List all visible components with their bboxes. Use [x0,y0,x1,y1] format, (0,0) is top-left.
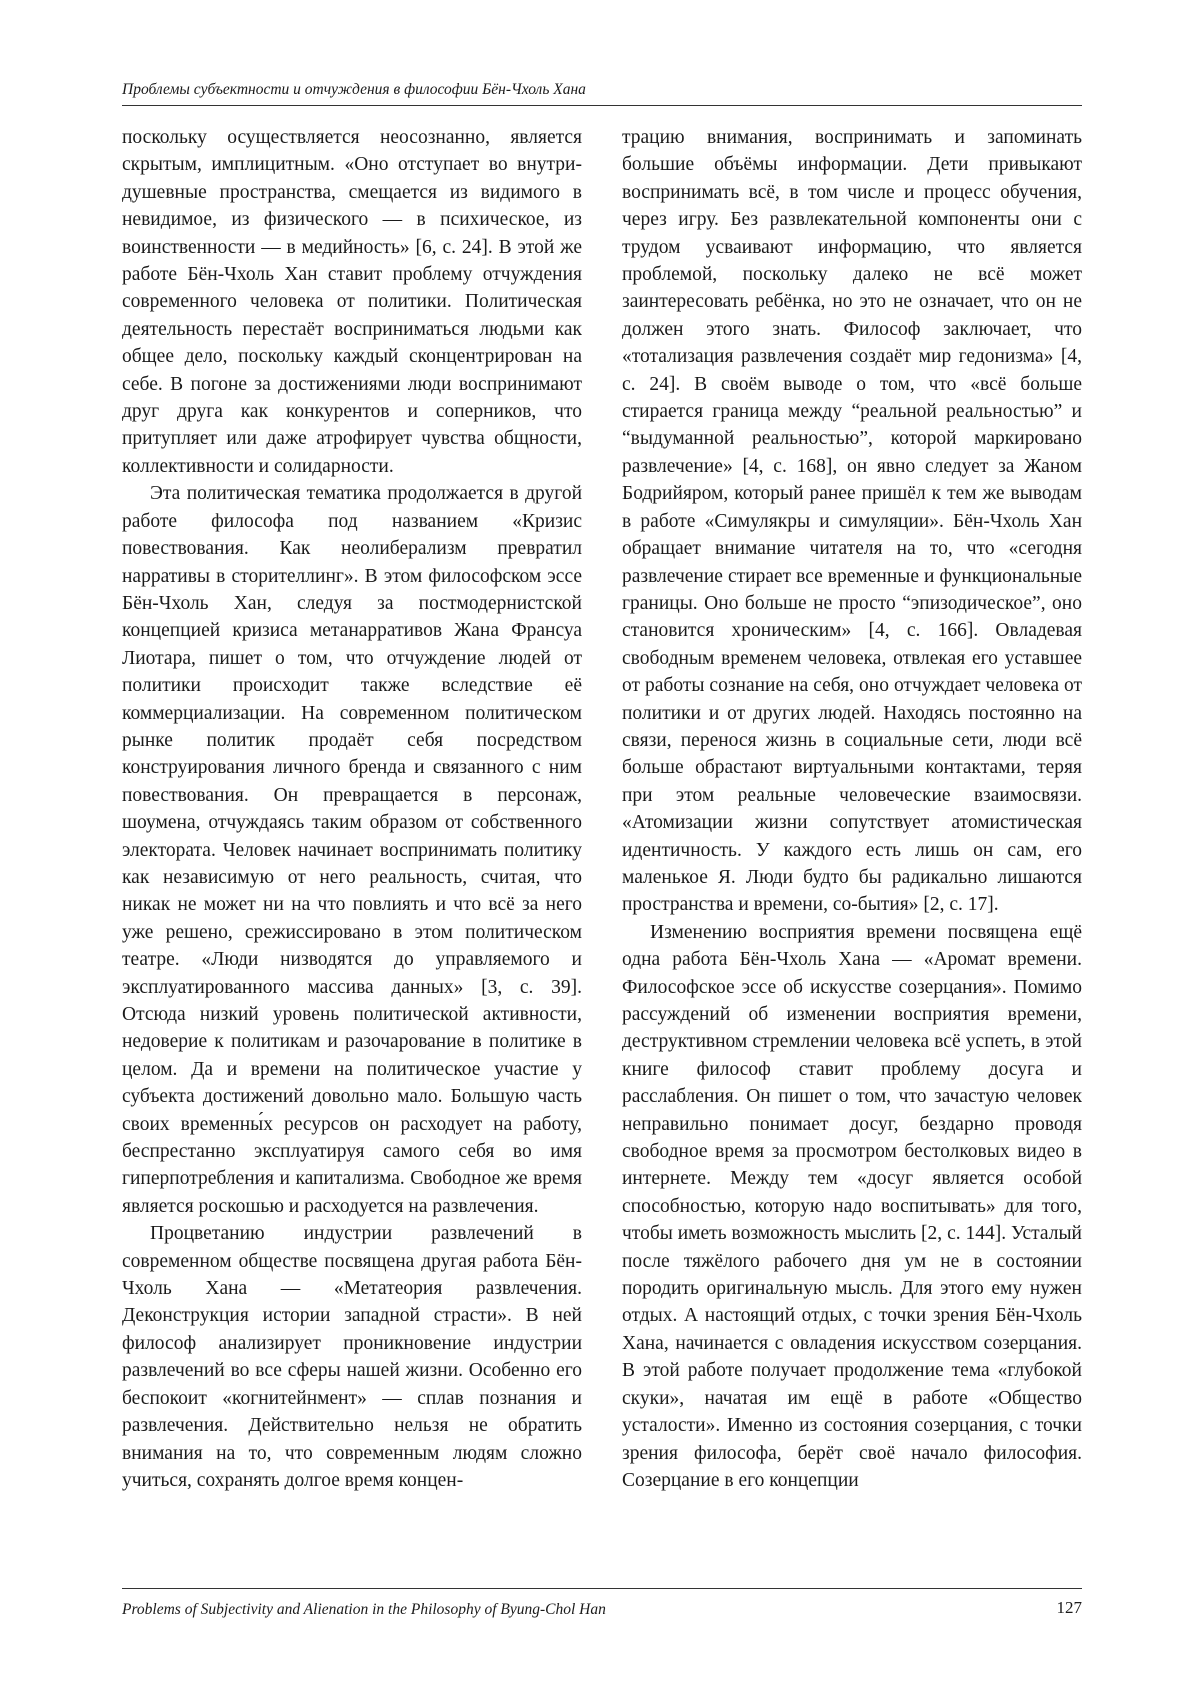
page-number: 127 [1056,1598,1082,1617]
footer-rule [122,1588,1082,1589]
header-rule [122,105,1082,106]
article-body [122,124,1082,1576]
paragraph: Процветанию индустрии развлечений в современном обществе посвящена другая работа Бён-Чхоль Хана — «Метатеория развлечения. Деконструкция истории западной страсти». В ней философ анализирует проникновение индустрии развлечений во все сферы нашей жизни. Особенно его беспокоит «когнитейнмент» — сплав познания и развлечения. Действительно нельзя не обратить внимания на то, что современным людям сложно учиться, сохранять долгое время концен- [122,1223,582,1491]
paragraph: Эта политическая тематика продолжается в другой работе философа под названием «Кризис повествования. Как неолиберализм превратил нарративы в сторителлинг». В этом философском эссе Бён-Чхоль Хан, следуя за постмодернистской концепцией кризиса метанарративов Жана Франсуа Лиотара, пишет о том, что отчуждение людей от политики происходит также вследствие её коммерциализации. На современном политическом рынке политик продаёт себя посредством конструирования личного бренда и связанного с ним повествования. Он превращается в персонаж, шоумена, отчуждаясь таким образом от собственного электората. Человек начинает воспринимать политику как независимую от него реальность, считая, что никак не может ни на что повлиять и что всё за него уже решено, срежиссировано в этом политическом театре. «Люди низводятся до управляемого и эксплуатированного массива данных» [3, с. 39]. Отсюда низкий уровень политической активности, недоверие к политикам и разочарование в политике в целом. Да и времени на политическое участие у субъекта достижений довольно мало. Большую часть своих временны́х ресурсов он расходует на работу, беспрестанно эксплуатируя самого себя во имя гиперпотребления и капитализма. Свободное же время является роскошью и расходуется на развлечения. [122,483,582,1217]
running-footer-title: Problems of Subjectivity and Alienation in the Philosophy of Byung-Chol Han [122,1601,606,1618]
paragraph: поскольку осуществляется неосознанно, является скрытым, имплицитным. «Оно отступает во внутри-душевные пространства, смещается из видимого в невидимое, из физического — в психическое, из воинственности — в медийность» [6, с. 24]. В этой же работе Бён-Чхоль Хан ставит проблему отчуждения современного человека от политики. Политическая деятельность перестаёт восприниматься людьми как общее дело, поскольку каждый сконцентрирован на себе. В погоне за достижениями люди воспринимают друг друга как конкурентов и соперников, что притупляет или даже атрофирует чувства общности, коллективности и солидарности. [122,127,582,477]
paragraph: Изменению восприятия времени посвящена ещё одна работа Бён-Чхоль Хана — «Аромат времени. Философское эссе об искусстве созерцания». Помимо рассуждений об изменении восприятия времени, деструктивном стремлении человека всё успеть, в этой книге философ ставит проблему досуга и расслабления. Он пишет о том, что зачастую человек неправильно понимает досуг, бездарно проводя свободное время за просмотром бестолковых видео в интернете. Между тем «досуг является особой способностью, которую надо воспитывать» для того, чтобы иметь возможность мыслить [2, с. 144]. Усталый после тяжёлого рабочего дня ум не в состоянии породить оригинальную мысль. Для этого ему нужен отдых. А настоящий отдых, с точки зрения Бён-Чхоль Хана, начинается с овладения искусством созерцания. В этой работе получает продолжение тема «глубокой скуки», начатая им ещё в работе «Общество усталости». Именно из состояния созерцания, с точки зрения философа, берёт своё начало философия. Созерцание в его концепции [622,921,1082,1491]
paragraph: трацию внимания, воспринимать и запоминать большие объёмы информации. Дети привыкают воспринимать всё, в том числе и процесс обучения, через игру. Без развлекательной компоненты они с трудом усваивают информацию, что является проблемой, поскольку далеко не всё может заинтересовать ребёнка, но это не означает, что он не должен этого знать. Философ заключает, что «тотализация развлечения создаёт мир гедонизма» [4, с. 24]. В своём выводе о том, что «всё больше стирается граница между “реальной реальностью” и “выдуманной реальностью”, которой маркировано развлечение» [4, с. 168], он явно следует за Жаном Бодрийяром, который ранее пришёл к тем же выводам в работе «Симулякры и симуляции». Бён-Чхоль Хан обращает внимание читателя на то, что «сегодня развлечение стирает все временные и функциональные границы. Оно больше не просто “эпизодическое”, оно становится хроническим» [4, с. 166]. Овладевая свободным временем человека, отвлекая его уставшее от работы сознание на себя, оно отчуждает человека от политики и от других людей. Находясь постоянно на связи, перенося жизнь в социальные сети, люди всё больше обрастают виртуальными контактами, теряя при этом реальные человеческие взаимосвязи. «Атомизации жизни сопутствует атомистическая идентичность. У каждого есть лишь он сам, его маленькое Я. Люди будто бы радикально лишаются пространства и времени, со-бытия» [2, с. 17]. [622,127,1082,916]
left-column [122,124,582,1494]
right-column [622,124,1082,1494]
running-header-title: Проблемы субъектности и отчуждения в философии Бён-Чхоль Хана [122,81,586,98]
